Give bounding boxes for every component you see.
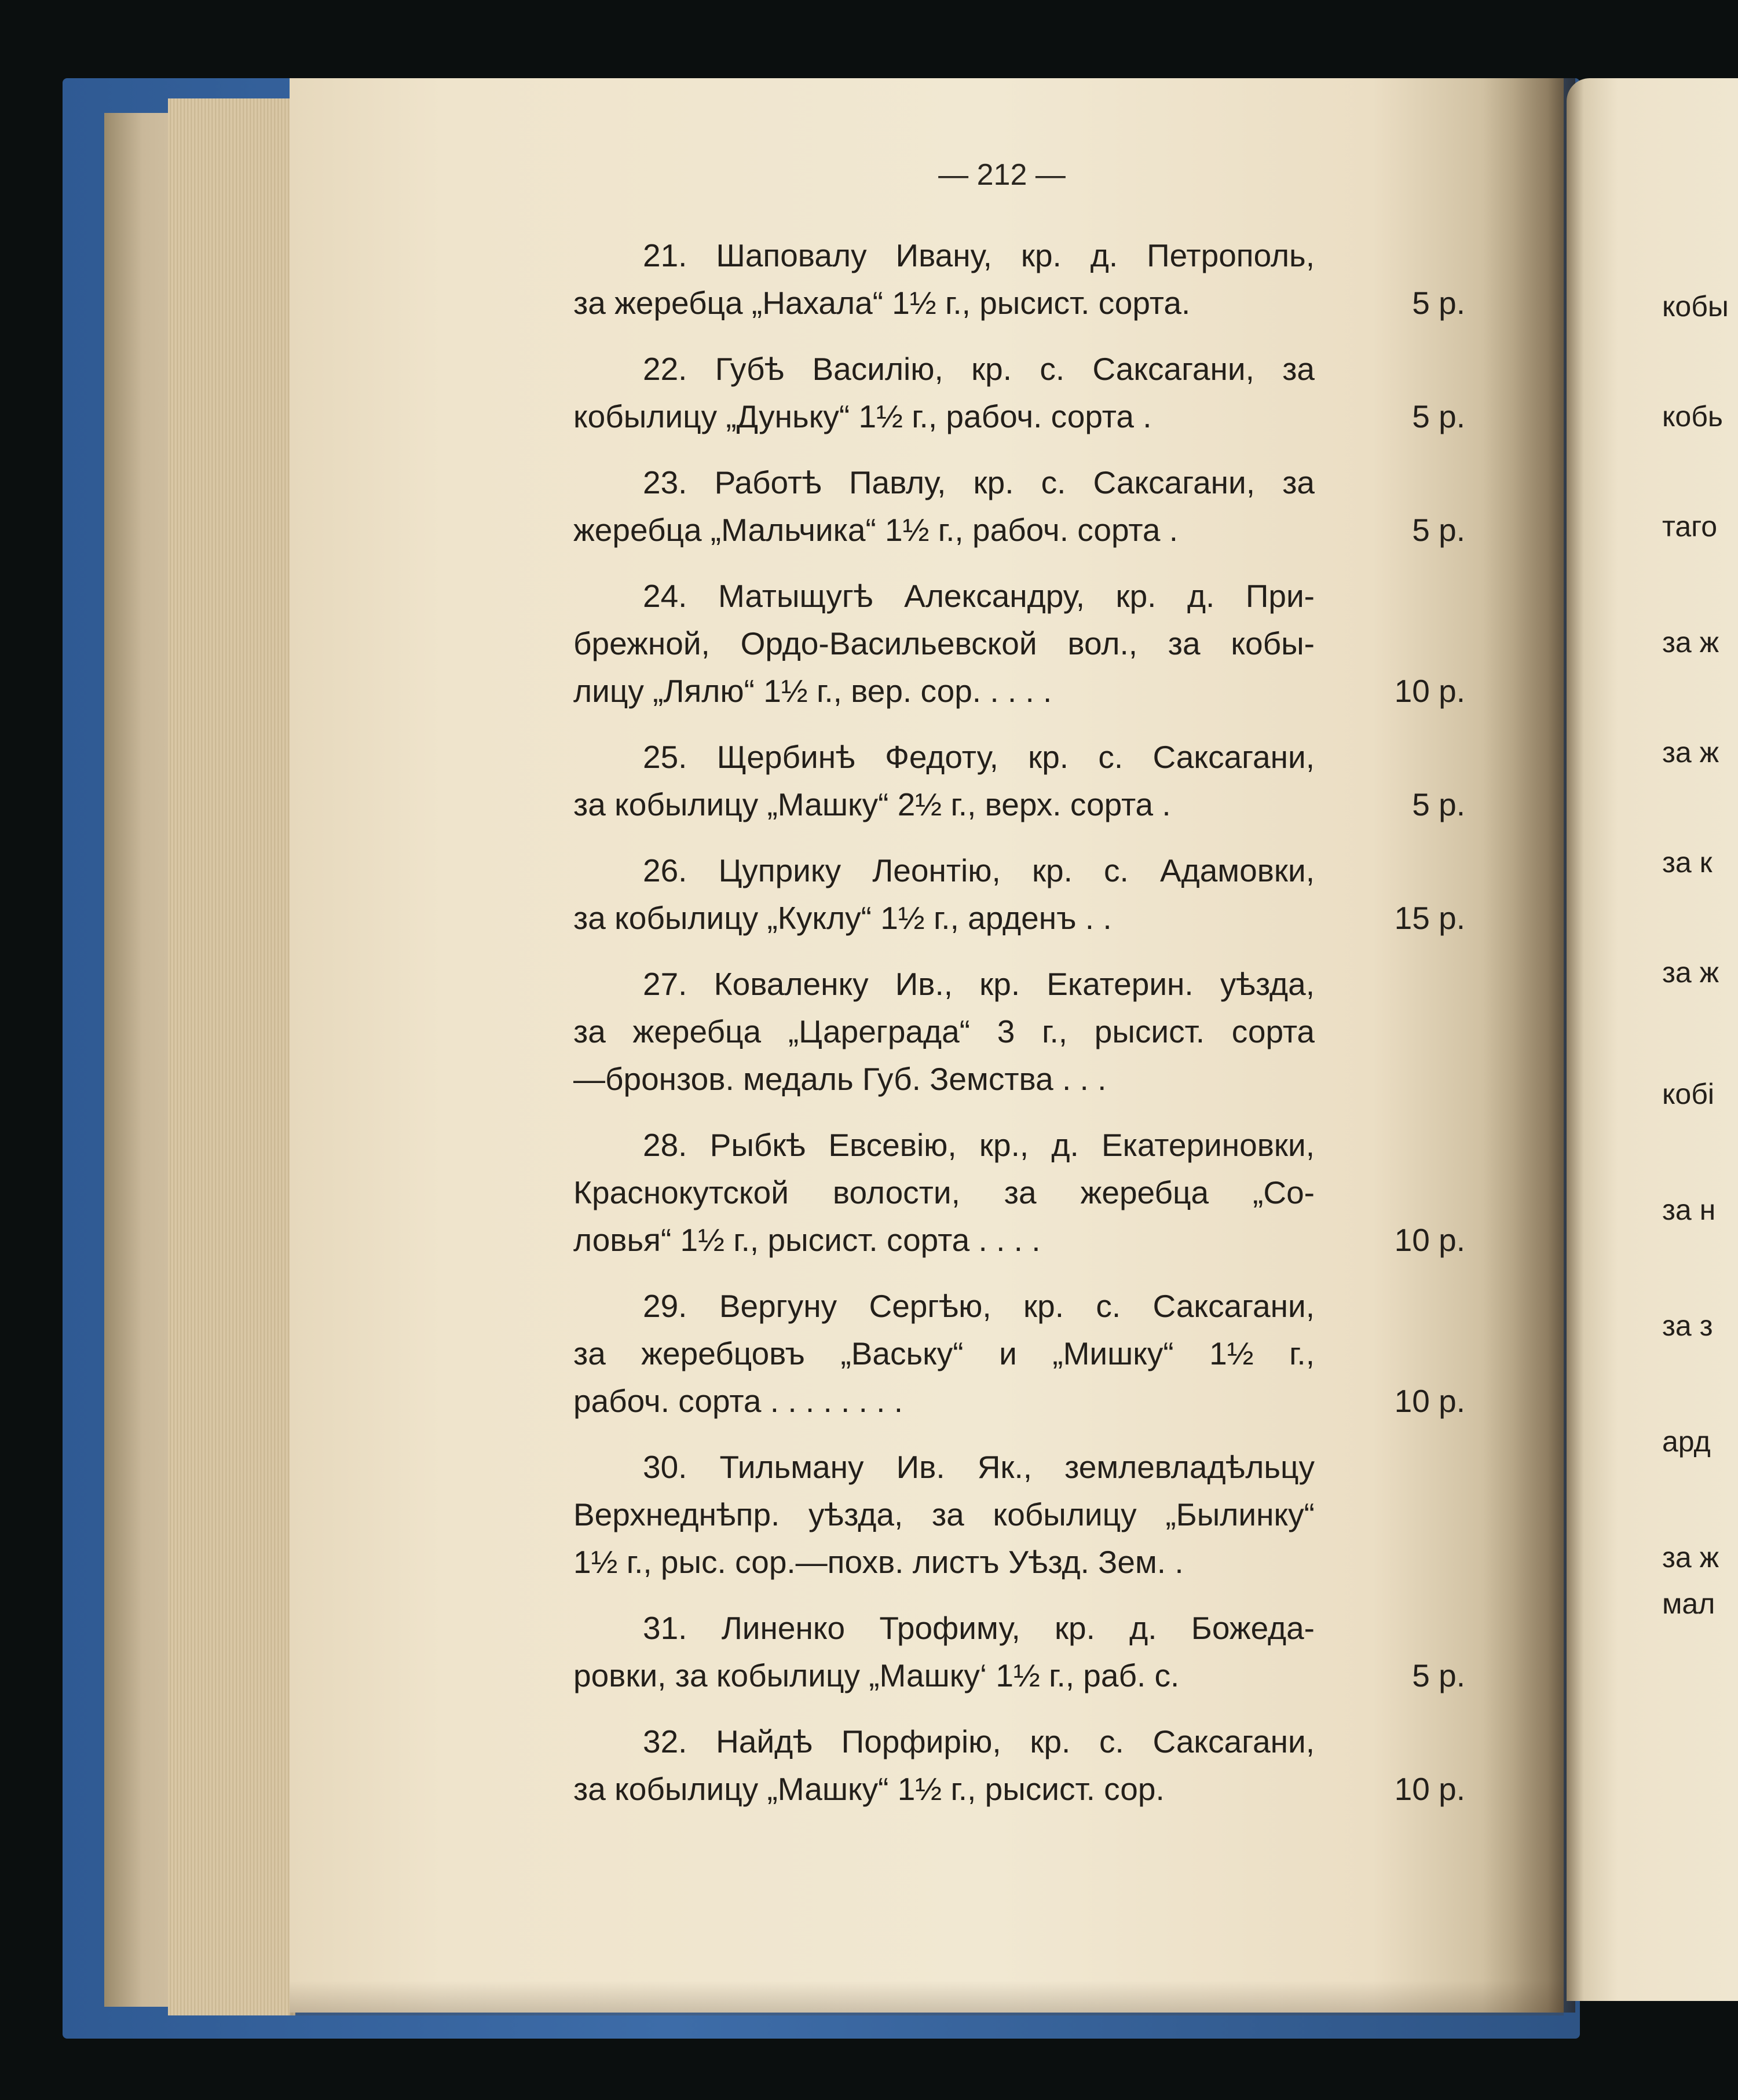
entry-line	[573, 232, 1465, 279]
award-amount: 10 р.	[1394, 1383, 1465, 1419]
entry-text: 22. Губѣ Василію, кр. с. Саксагани, за	[643, 351, 1315, 387]
entry-line	[573, 1491, 1465, 1538]
page-number: — 212 —	[938, 158, 1066, 192]
entry-text: за жеребца „Нахала“ 1½ г., рысист. сорта.	[573, 285, 1191, 321]
entry-text: лицу „Лялю“ 1½ г., вер. сор. . . . .	[573, 673, 1052, 709]
award-entry	[573, 232, 1465, 327]
award-entry	[573, 459, 1465, 554]
entry-line	[573, 1330, 1465, 1377]
entry-text: за кобылицу „Машку“ 2½ г., верх. сорта .	[573, 786, 1171, 822]
right-page-fragment: кобь	[1662, 400, 1723, 433]
entry-line	[573, 1443, 1465, 1491]
entry-text: кобылицу „Дуньку“ 1½ г., рабоч. сорта .	[573, 398, 1152, 434]
entry-text: —бронзов. медаль Губ. Земства . . .	[573, 1061, 1107, 1097]
entry-text: за кобылицу „Машку“ 1½ г., рысист. сор.	[573, 1771, 1165, 1807]
entry-text: 21. Шаповалу Ивану, кр. д. Петрополь,	[643, 237, 1315, 273]
award-entry	[573, 1718, 1465, 1813]
entry-line	[573, 1538, 1465, 1586]
award-entry	[573, 345, 1465, 440]
award-entry	[573, 733, 1465, 828]
award-amount: 10 р.	[1394, 1222, 1465, 1258]
award-entry	[573, 847, 1465, 942]
entry-line	[573, 279, 1465, 327]
award-entry	[573, 1282, 1465, 1425]
entry-line	[573, 393, 1465, 440]
entry-text: 1½ г., рыс. сор.—похв. листъ Уѣзд. Зем. .	[573, 1544, 1184, 1580]
entry-line	[573, 960, 1465, 1008]
award-entry	[573, 1604, 1465, 1699]
entry-line	[573, 1121, 1465, 1169]
entry-text: 31. Линенко Трофиму, кр. д. Божеда-	[643, 1610, 1315, 1646]
page-bottom-shadow	[290, 1981, 1564, 2015]
entry-line	[573, 733, 1465, 781]
entry-text: ловья“ 1½ г., рысист. сорта . . . .	[573, 1222, 1041, 1258]
right-page-fragment: за ж	[1662, 1541, 1719, 1574]
award-amount: 5 р.	[1412, 786, 1465, 822]
award-amount: 5 р.	[1412, 285, 1465, 321]
right-page-fragment: таго	[1662, 510, 1718, 543]
award-entry	[573, 572, 1465, 715]
entry-line	[573, 506, 1465, 554]
entry-text: 26. Цуприку Леонтію, кр. с. Адамовки,	[643, 853, 1315, 888]
entry-line	[573, 572, 1465, 620]
right-page-fragment: кобі	[1662, 1078, 1714, 1110]
right-page-fragment: за з	[1662, 1309, 1713, 1342]
right-page-fragment: за ж	[1662, 626, 1719, 658]
entry-line	[573, 1282, 1465, 1330]
book-gutter	[1483, 78, 1575, 2013]
right-page-text-fragments	[1662, 0, 1738, 2100]
right-page-fragment: кобы	[1662, 290, 1729, 323]
entry-text: Краснокутской волости, за жеребца „Со-	[573, 1175, 1315, 1210]
entry-text: 30. Тильману Ив. Як., землевладѣльцу	[643, 1449, 1315, 1485]
entry-line	[573, 781, 1465, 828]
entry-text: 24. Матыщугѣ Александру, кр. д. При-	[643, 578, 1315, 614]
right-page-fragment: за н	[1662, 1194, 1716, 1226]
entry-text: 28. Рыбкѣ Евсевію, кр., д. Екатериновки,	[643, 1127, 1315, 1163]
entry-text: Верхнеднѣпр. уѣзда, за кобылицу „Былинку“	[573, 1497, 1315, 1532]
entry-line	[573, 1765, 1465, 1813]
entry-line	[573, 1169, 1465, 1216]
right-page-fragment: за к	[1662, 846, 1713, 879]
entry-text: 27. Коваленку Ив., кр. Екатерин. уѣзда,	[643, 966, 1315, 1002]
entry-text: за кобылицу „Куклу“ 1½ г., арденъ . .	[573, 900, 1112, 936]
entry-text: за жеребца „Цареграда“ 3 г., рысист. сорта	[573, 1014, 1315, 1049]
right-page-fragment: ард	[1662, 1425, 1711, 1458]
page-stack	[168, 98, 295, 2015]
entry-text: 23. Работѣ Павлу, кр. с. Саксагани, за	[643, 464, 1315, 500]
award-amount: 15 р.	[1394, 900, 1465, 936]
award-amount: 5 р.	[1412, 512, 1465, 548]
entry-line	[573, 620, 1465, 667]
award-entry	[573, 1443, 1465, 1586]
award-amount: 10 р.	[1394, 1771, 1465, 1807]
entry-line	[573, 459, 1465, 506]
entry-line	[573, 1377, 1465, 1425]
right-page-fragment: за ж	[1662, 956, 1719, 989]
entry-line	[573, 345, 1465, 393]
award-amount: 5 р.	[1412, 1658, 1465, 1693]
entry-text: рабоч. сорта . . . . . . . .	[573, 1383, 903, 1419]
entry-text: 32. Найдѣ Порфирію, кр. с. Саксагани,	[643, 1724, 1315, 1759]
award-amount: 10 р.	[1394, 673, 1465, 709]
entry-line	[573, 1604, 1465, 1652]
award-entry	[573, 960, 1465, 1103]
award-amount: 5 р.	[1412, 398, 1465, 434]
award-entry	[573, 1121, 1465, 1264]
entry-line	[573, 1055, 1465, 1103]
entry-text: брежной, Ордо-Васильевской вол., за кобы-	[573, 625, 1315, 661]
right-page-fragment: за ж	[1662, 736, 1719, 769]
entry-line	[573, 847, 1465, 894]
entry-line	[573, 1008, 1465, 1055]
entry-line	[573, 1718, 1465, 1765]
right-page-fragment: мал	[1662, 1587, 1715, 1620]
entry-text: жеребца „Мальчика“ 1½ г., рабоч. сорта .	[573, 512, 1179, 548]
entry-line	[573, 894, 1465, 942]
entry-line	[573, 667, 1465, 715]
entry-line	[573, 1652, 1465, 1699]
entry-line	[573, 1216, 1465, 1264]
award-list	[573, 232, 1465, 1831]
entry-text: за жеребцовъ „Ваську“ и „Мишку“ 1½ г.,	[573, 1336, 1315, 1371]
entry-text: 25. Щербинѣ Федоту, кр. с. Саксагани,	[643, 739, 1315, 775]
entry-text: ровки, за кобылицу „Машку‘ 1½ г., раб. с.	[573, 1658, 1180, 1693]
entry-text: 29. Вергуну Сергѣю, кр. с. Саксагани,	[643, 1288, 1315, 1324]
